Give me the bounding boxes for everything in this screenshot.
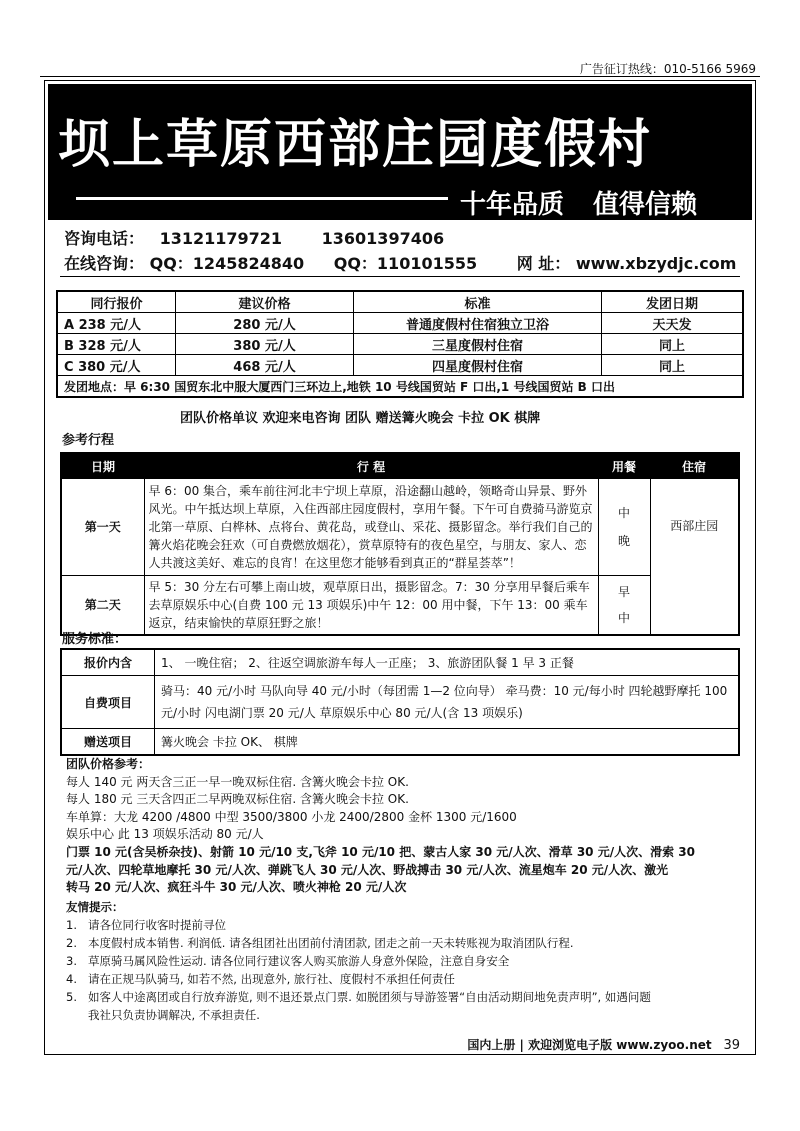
price-header: 发团日期 (602, 291, 744, 313)
meal-dinner: 晚 (617, 534, 630, 548)
tip-item (66, 970, 651, 988)
itinerary-table (60, 452, 740, 636)
price-cell: 同上 (602, 355, 744, 376)
tip-item (66, 916, 651, 934)
tip-item (66, 988, 651, 1006)
phone-2[interactable]: 13601397406 (321, 229, 445, 248)
group-price-line: 每人 180 元 三天含四正二早两晚双标住宿. 含篝火晚会卡拉 OK. (66, 792, 409, 807)
ticket-price-line: 门票 10 元(含吴桥杂技)、射箭 10 元/10 支,飞斧 10 元/10 把、蒙古人家 30 元/人次、滑草 30 元/人次、滑索 30 (66, 844, 695, 859)
service-table (60, 648, 740, 756)
meal-cell (598, 576, 650, 636)
itinerary-title: 参考行程 (62, 433, 115, 448)
price-table (56, 290, 744, 398)
meal-breakfast: 早 (617, 585, 630, 599)
service-row (61, 729, 739, 756)
page-footer (467, 1036, 740, 1053)
price-cell: C 380 元/人 (57, 355, 176, 376)
price-cell: 三星度假村住宿 (354, 334, 602, 355)
website-link[interactable]: www.xbzydjc.com (575, 254, 737, 273)
qq-2[interactable]: QQ：110101555 (333, 254, 478, 273)
departure-place: 发团地点：早 6:30 国贸东北中服大厦西门三环边上,地铁 10 号线国贸站 F 口出,1 号线国贸站 B 口出 (57, 376, 743, 398)
price-cell: A 238 元/人 (57, 313, 176, 334)
page-number: 39 (723, 1038, 740, 1053)
itinerary-row-day1 (61, 479, 739, 576)
price-cell: 同上 (602, 334, 744, 355)
meal-cell (598, 479, 650, 576)
tip-item (66, 934, 651, 952)
itinerary-row-day2 (61, 576, 739, 636)
group-price-reference (66, 756, 695, 897)
tip-number: 5. (66, 990, 77, 1004)
itinerary-header: 行 程 (144, 453, 598, 479)
price-header-row (57, 291, 743, 313)
slogan-rule (76, 197, 448, 200)
slogan: 十年品质 值得信赖 (460, 190, 698, 220)
itinerary-header-row (61, 453, 739, 479)
itinerary-header: 用餐 (598, 453, 650, 479)
price-cell: 380 元/人 (176, 334, 354, 355)
price-row (57, 313, 743, 334)
day-label: 第一天 (61, 479, 144, 576)
group-price-line: 车单算：大龙 4200 /4800 中型 3500/3800 小龙 2400/2800 金杯 1300 元/1600 (66, 809, 517, 824)
phone-1[interactable]: 13121179721 (159, 229, 283, 248)
title-banner (48, 84, 752, 220)
tip-item (66, 952, 651, 970)
price-cell: 四星度假村住宿 (354, 355, 602, 376)
ticket-price-line: 元/人次、四轮草地摩托 30 元/人次、弹跳飞人 30 元/人次、野战搏击 30 元/人次、流星炮车 20 元/人次、激光 (66, 862, 669, 877)
stay-cell: 西部庄园 (650, 479, 739, 636)
price-cell: 天天发 (602, 313, 744, 334)
phone-line (64, 226, 444, 249)
price-cell: 280 元/人 (176, 313, 354, 334)
price-header: 建议价格 (176, 291, 354, 313)
tip-text: 我社只负责协调解决, 不承担责任. (88, 1008, 260, 1022)
top-rule (40, 76, 760, 77)
day-label: 第二天 (61, 576, 144, 636)
tip-number: 1. (66, 918, 77, 932)
online-label: 在线咨询： (64, 254, 145, 273)
tip-item (66, 1006, 651, 1024)
team-note: 团队价格单议 欢迎来电咨询 团队 赠送篝火晚会 卡拉 OK 棋牌 (180, 411, 541, 426)
price-header: 同行报价 (57, 291, 176, 313)
tip-text: 请各位同行收客时提前寻位 (88, 918, 226, 932)
price-header: 标准 (354, 291, 602, 313)
itinerary-header: 住宿 (650, 453, 739, 479)
group-price-title: 团队价格参考： (66, 757, 151, 771)
service-title: 服务标准： (62, 632, 128, 647)
tip-text: 本度假村成本销售. 利润低. 请各组团社出团前付清团款, 团走之前一天未转账视为取消团队行程. (88, 936, 574, 950)
phone-label: 咨询电话： (64, 229, 145, 248)
contact-divider (60, 276, 740, 277)
service-text: 篝火晚会 卡拉 OK、 棋牌 (155, 729, 740, 756)
service-label: 自费项目 (61, 676, 155, 729)
price-cell: 468 元/人 (176, 355, 354, 376)
tip-number: 3. (66, 954, 77, 968)
price-row (57, 334, 743, 355)
qq-1[interactable]: QQ：1245824840 (149, 254, 305, 273)
tip-number: 2. (66, 936, 77, 950)
price-cell: B 328 元/人 (57, 334, 176, 355)
tips-title: 友情提示： (66, 900, 124, 914)
service-label: 赠送项目 (61, 729, 155, 756)
online-line (64, 251, 736, 274)
web-label: 网 址： (516, 254, 571, 273)
departure-row (57, 376, 743, 398)
service-text: 1、 一晚住宿； 2、往返空调旅游车每人一正座； 3、旅游团队餐 1 早 3 正餐 (155, 649, 740, 676)
meal-lunch: 中 (617, 611, 630, 625)
service-row (61, 676, 739, 729)
ad-hotline: 广告征订热线：010-5166 5969 (579, 62, 756, 76)
itinerary-header: 日期 (61, 453, 144, 479)
friendly-tips (66, 898, 651, 1024)
price-row (57, 355, 743, 376)
price-cell: 普通度假村住宿独立卫浴 (354, 313, 602, 334)
footer-text: 国内上册 | 欢迎浏览电子版 www.zyoo.net (467, 1038, 712, 1052)
day-itinerary: 早 5：30 分左右可攀上南山坡，观草原日出，摄影留念。7：30 分享用早餐后乘车去草原娱乐中心(自费 100 元 13 项娱乐)中午 12：00 用中餐，下午 13：00 乘车返京，结束愉快的草原狂野之旅！ (144, 576, 598, 636)
group-price-line: 娱乐中心 此 13 项娱乐活动 80 元/人 (66, 827, 264, 842)
resort-title: 坝上草原西部庄园度假村 (58, 115, 653, 175)
tip-text: 请在正规马队骑马, 如若不然, 出现意外, 旅行社、度假村不承担任何责任 (88, 972, 455, 986)
service-label: 报价内含 (61, 649, 155, 676)
tip-text: 草原骑马属风险性运动. 请各位同行建议客人购买旅游人身意外保险，注意自身安全 (88, 954, 510, 968)
service-text: 骑马：40 元/小时 马队向导 40 元/小时（每团需 1—2 位向导） 牵马费：10 元/每小时 四轮越野摩托 100 元/小时 闪电湖门票 20 元/人 草原娱乐中心 80 元/人(含 13 项娱乐) (155, 676, 740, 729)
ticket-price-line: 转马 20 元/人次、疯狂斗牛 30 元/人次、喷火神枪 20 元/人次 (66, 880, 407, 895)
meal-lunch: 中 (617, 506, 630, 520)
tip-text: 如客人中途离团或自行放弃游览, 则不退还景点门票. 如脱团须与导游签署“自由活动期间地免责声明”, 如遇问题 (88, 990, 651, 1004)
tip-number: 4. (66, 972, 77, 986)
day-itinerary: 早 6：00 集合，乘车前往河北丰宁坝上草原，沿途翻山越岭，领略奇山异景、野外风光。中午抵达坝上草原，入住西部庄园度假村，享用午餐。下午可自费骑马游览京北第一草原、白桦林、点将台、黄花岛，或登山、采花、摄影留念。举行我们自己的篝火焰花晚会狂欢（可自费燃放烟花），赏草原特有的夜色星空，与朋友、家人、恋人共渡这美好、难忘的良宵！在这里您才能够看到真正的“群星荟萃”！ (144, 479, 598, 576)
group-price-line: 每人 140 元 两天含三正一早一晚双标住宿. 含篝火晚会卡拉 OK. (66, 774, 409, 789)
service-row (61, 649, 739, 676)
